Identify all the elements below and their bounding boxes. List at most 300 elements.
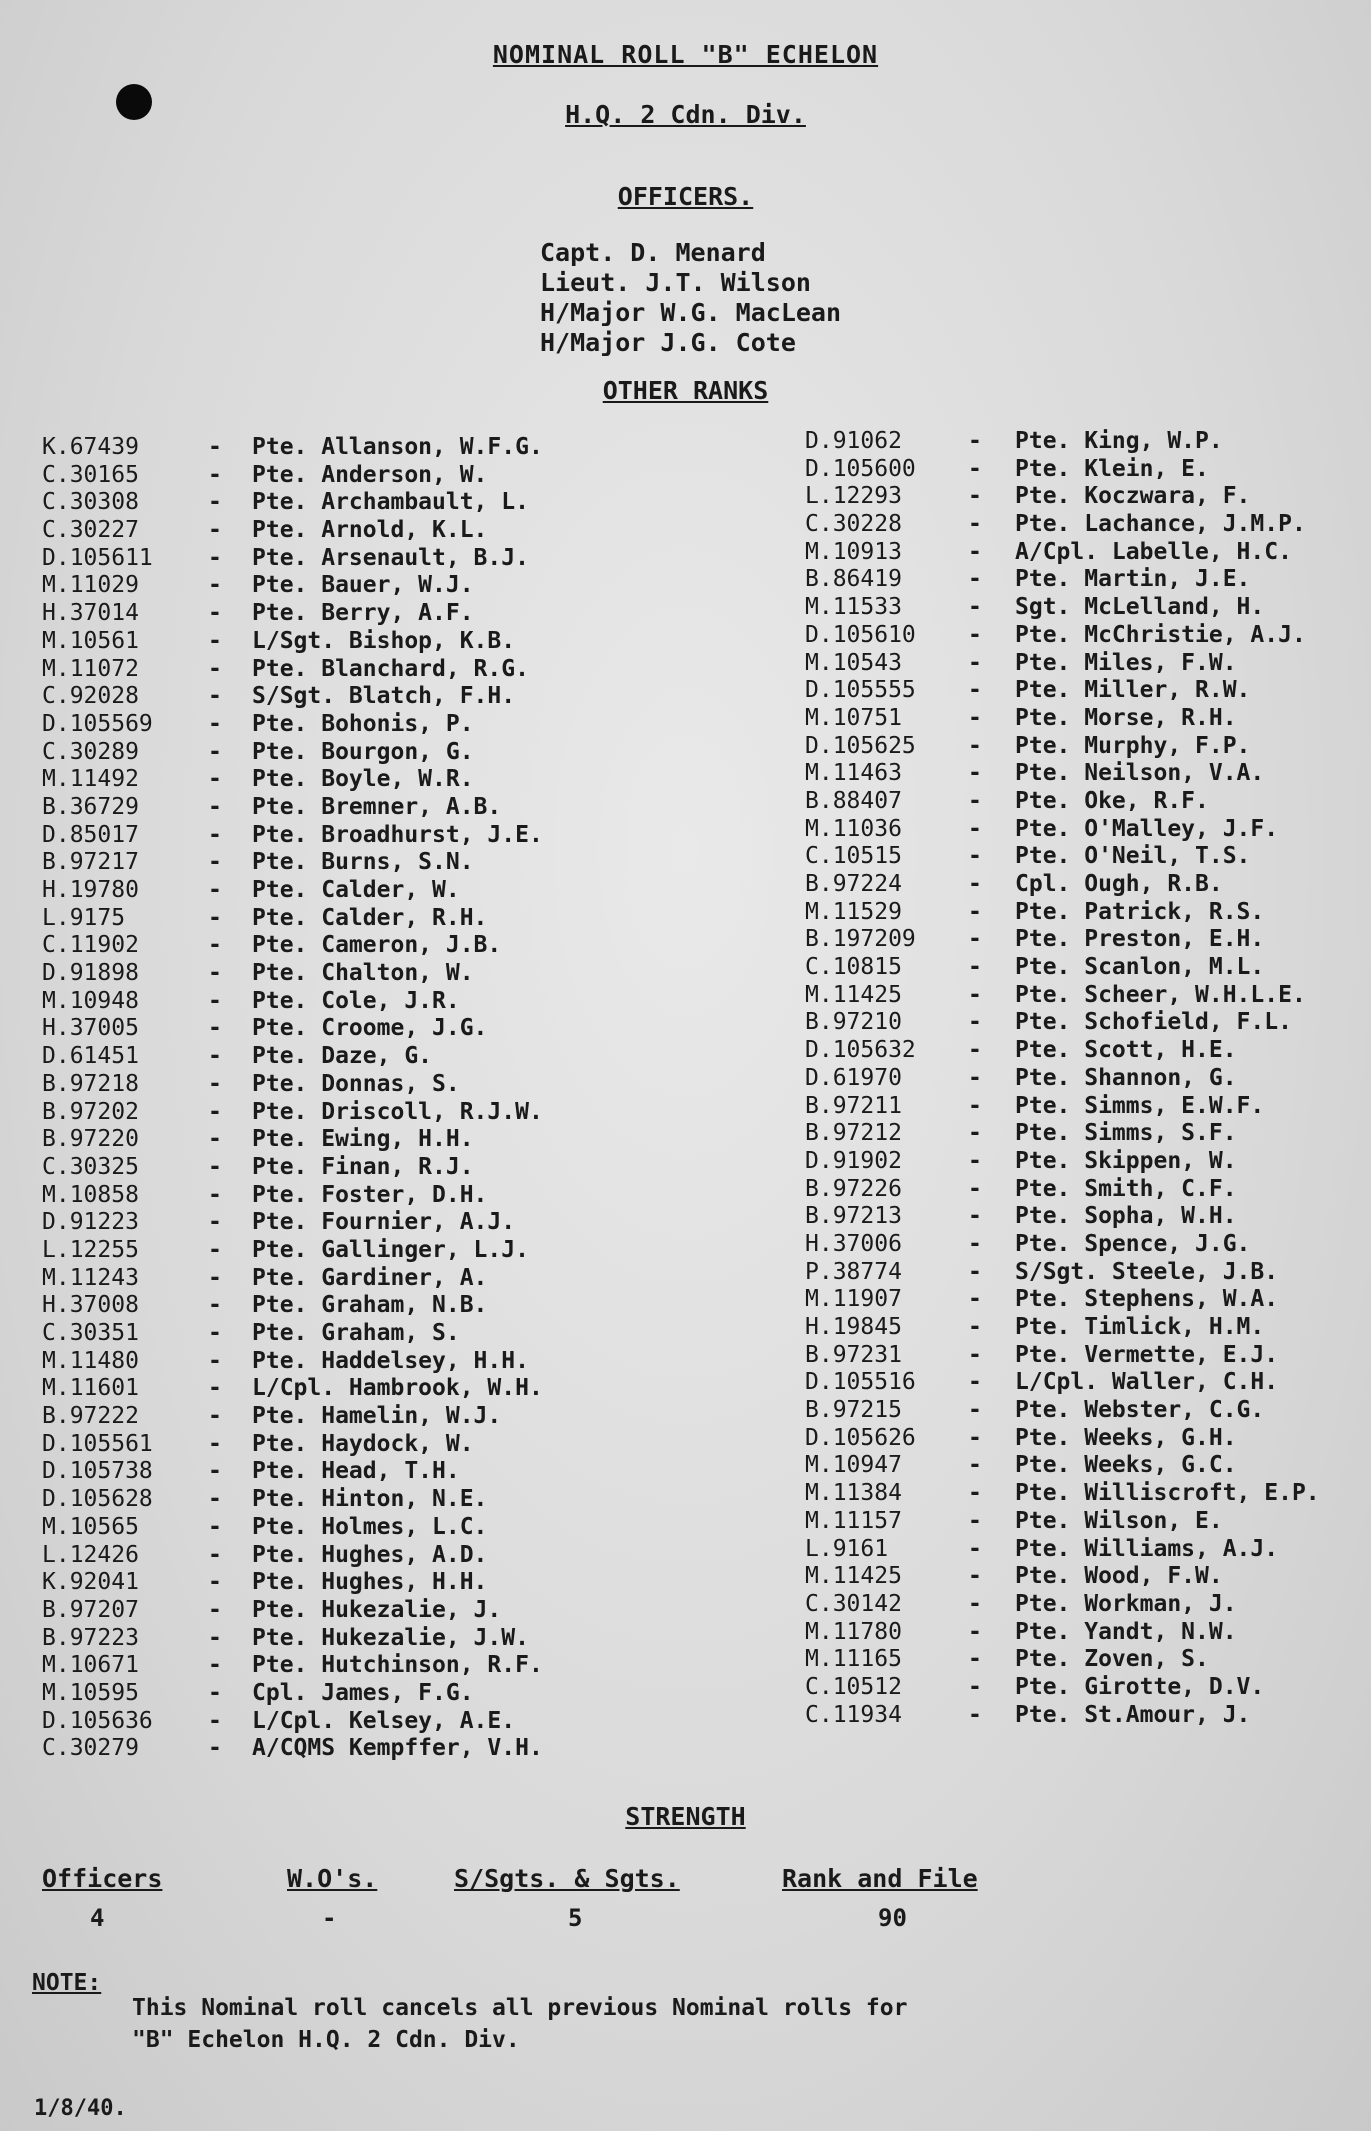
rank-and-name: Pte. Timlick, H.M.	[1015, 1314, 1265, 1340]
rank-and-name: Pte. Miller, R.W.	[1015, 677, 1251, 704]
rank-and-name: Pte. O'Neil, T.S.	[1015, 843, 1251, 870]
entry-dash: -	[208, 1652, 222, 1679]
rank-and-name: Pte. Hughes, H.H.	[252, 1569, 488, 1596]
rank-and-name: Sgt. McLelland, H.	[1015, 594, 1265, 621]
entry-dash: -	[968, 677, 982, 704]
entry-dash: -	[208, 489, 222, 516]
entry-dash: -	[208, 1624, 222, 1651]
strength-wos-value: -	[322, 1904, 337, 1932]
service-number: C.30142	[805, 1590, 902, 1617]
entry-dash: -	[968, 704, 982, 731]
service-number: D.61451	[42, 1043, 139, 1070]
rank-and-name: Pte. Burns, S.N.	[252, 849, 474, 876]
entry-dash: -	[208, 1486, 222, 1513]
service-number: B.197209	[805, 926, 916, 953]
rank-and-name: Pte. Fournier, A.J.	[252, 1209, 516, 1236]
rank-and-name: Pte. Weeks, G.C.	[1015, 1452, 1237, 1479]
service-number: H.19845	[805, 1314, 902, 1340]
entry-dash: -	[208, 821, 222, 848]
document-date: 1/8/40.	[34, 2096, 127, 2121]
service-number: M.11157	[805, 1507, 902, 1534]
entry-dash: -	[968, 1064, 982, 1091]
rank-and-name: Pte. Anderson, W.	[252, 461, 488, 488]
service-number: M.10948	[42, 987, 139, 1014]
service-number: B.97222	[42, 1403, 139, 1430]
note-label: NOTE:	[32, 1970, 102, 1996]
service-number: B.97224	[805, 871, 902, 897]
entry-dash: -	[208, 1541, 222, 1568]
rank-and-name: Pte. Koczwara, F.	[1015, 483, 1251, 510]
rank-and-name: L/Cpl. Waller, C.H.	[1015, 1369, 1279, 1396]
rank-and-name: S/Sgt. Blatch, F.H.	[252, 683, 516, 710]
note-line: "B" Echelon H.Q. 2 Cdn. Div.	[132, 2027, 520, 2053]
entry-dash: -	[208, 1458, 222, 1485]
service-number: M.10947	[805, 1452, 902, 1479]
rank-and-name: Pte. Finan, R.J.	[252, 1153, 474, 1180]
entry-dash: -	[968, 1341, 982, 1368]
service-number: M.10913	[805, 538, 902, 565]
entry-dash: -	[968, 1314, 982, 1340]
service-number: C.30289	[42, 738, 139, 765]
rank-and-name: Pte. Wilson, E.	[1015, 1507, 1223, 1534]
rank-and-name: Pte. Spence, J.G.	[1015, 1230, 1251, 1257]
rank-and-name: Pte. Williscroft, E.P.	[1015, 1480, 1320, 1507]
service-number: C.11902	[42, 932, 139, 959]
rank-and-name: Pte. Gardiner, A.	[252, 1264, 488, 1291]
service-number: D.105632	[805, 1037, 916, 1064]
entry-dash: -	[208, 877, 222, 903]
rank-and-name: Pte. Sopha, W.H.	[1015, 1203, 1237, 1230]
rank-and-name: Pte. Ewing, H.H.	[252, 1126, 474, 1153]
rank-and-name: Pte. Hughes, A.D.	[252, 1541, 488, 1568]
entry-dash: -	[968, 1563, 982, 1590]
rank-and-name: Pte. Haydock, W.	[252, 1430, 474, 1457]
service-number: M.11780	[805, 1618, 902, 1645]
rank-and-name: Pte. Stephens, W.A.	[1015, 1286, 1279, 1313]
service-number: B.97213	[805, 1203, 902, 1230]
service-number: D.105626	[805, 1424, 916, 1451]
entry-dash: -	[208, 738, 222, 765]
service-number: M.10858	[42, 1181, 139, 1208]
entry-dash: -	[208, 1098, 222, 1125]
rank-and-name: Pte. Donnas, S.	[252, 1070, 460, 1097]
entry-dash: -	[968, 1507, 982, 1534]
entry-dash: -	[968, 483, 982, 510]
rank-and-name: Pte. Driscoll, R.J.W.	[252, 1098, 543, 1125]
rank-and-name: Pte. Hamelin, W.J.	[252, 1403, 502, 1430]
service-number: D.105600	[805, 455, 916, 482]
service-number: M.10671	[42, 1652, 139, 1679]
service-number: L.12255	[42, 1236, 139, 1263]
service-number: M.11029	[42, 572, 139, 599]
rank-and-name: Pte. Hukezalie, J.	[252, 1596, 502, 1623]
entry-dash: -	[968, 1424, 982, 1451]
service-number: C.30351	[42, 1320, 139, 1346]
entry-dash: -	[968, 1009, 982, 1036]
service-number: M.11425	[805, 981, 902, 1008]
entry-dash: -	[208, 932, 222, 959]
service-number: C.10512	[805, 1673, 902, 1700]
entry-dash: -	[208, 849, 222, 876]
service-number: B.97212	[805, 1120, 902, 1147]
rank-and-name: Pte. Zoven, S.	[1015, 1646, 1209, 1673]
strength-wos-label: W.O's.	[287, 1864, 378, 1893]
entry-dash: -	[968, 981, 982, 1008]
entry-dash: -	[968, 1147, 982, 1174]
service-number: M.11907	[805, 1286, 902, 1313]
service-number: C.30228	[805, 511, 902, 538]
service-number: L.9175	[42, 904, 126, 931]
entry-dash: -	[208, 544, 222, 571]
officer-entry: H/Major W.G. MacLean	[540, 298, 842, 327]
rank-and-name: Pte. Boyle, W.R.	[252, 766, 474, 793]
rank-and-name: Pte. King, W.P.	[1015, 428, 1223, 454]
service-number: D.85017	[42, 821, 139, 848]
entry-dash: -	[968, 926, 982, 953]
service-number: D.61970	[805, 1064, 902, 1091]
entry-dash: -	[968, 1646, 982, 1673]
entry-dash: -	[208, 1209, 222, 1236]
rank-and-name: Pte. Miles, F.W.	[1015, 649, 1237, 676]
rank-and-name: Pte. Vermette, E.J.	[1015, 1341, 1279, 1368]
rank-and-name: Pte. Preston, E.H.	[1015, 926, 1265, 953]
rank-and-name: Pte. Archambault, L.	[252, 489, 529, 516]
rank-and-name: Pte. Blanchard, R.G.	[252, 655, 529, 682]
rank-and-name: Pte. Haddelsey, H.H.	[252, 1347, 529, 1374]
entry-dash: -	[208, 987, 222, 1014]
rank-and-name: Pte. Scott, H.E.	[1015, 1037, 1237, 1064]
service-number: M.11463	[805, 760, 902, 787]
officers-heading: OFFICERS.	[617, 182, 754, 211]
entry-dash: -	[208, 1153, 222, 1180]
rank-and-name: Pte. Skippen, W.	[1015, 1147, 1237, 1174]
service-number: M.11384	[805, 1480, 902, 1507]
rank-and-name: Pte. Calder, W.	[252, 877, 460, 903]
rank-and-name: Pte. Cole, J.R.	[252, 987, 460, 1014]
strength-rank-file-label: Rank and File	[782, 1864, 978, 1893]
service-number: M.10543	[805, 649, 902, 676]
entry-dash: -	[968, 1286, 982, 1313]
entry-dash: -	[208, 1735, 222, 1762]
entry-dash: -	[208, 1513, 222, 1540]
service-number: D.105569	[42, 710, 153, 737]
entry-dash: -	[968, 1452, 982, 1479]
note-text	[132, 1992, 907, 2056]
rank-and-name: Pte. Arnold, K.L.	[252, 517, 488, 544]
rank-and-name: Pte. Patrick, R.S.	[1015, 898, 1265, 925]
entry-dash: -	[968, 511, 982, 538]
service-number: M.10751	[805, 704, 902, 731]
rank-and-name: Pte. Lachance, J.M.P.	[1015, 511, 1306, 538]
entry-dash: -	[968, 1618, 982, 1645]
service-number: H.19780	[42, 877, 139, 903]
rank-and-name: Pte. Morse, R.H.	[1015, 704, 1237, 731]
rank-and-name: Pte. Webster, C.G.	[1015, 1397, 1265, 1424]
entry-dash: -	[208, 1264, 222, 1291]
rank-and-name: S/Sgt. Steele, J.B.	[1015, 1258, 1279, 1285]
service-number: B.97211	[805, 1092, 902, 1119]
entry-dash: -	[968, 1480, 982, 1507]
service-number: K.92041	[42, 1569, 139, 1596]
entry-dash: -	[208, 1043, 222, 1070]
entry-dash: -	[968, 1258, 982, 1285]
service-number: M.10565	[42, 1513, 139, 1540]
entry-dash: -	[968, 787, 982, 814]
service-number: K.67439	[42, 434, 139, 460]
service-number: B.97231	[805, 1341, 902, 1368]
entry-dash: -	[208, 793, 222, 820]
service-number: M.11425	[805, 1563, 902, 1590]
entry-dash: -	[208, 1707, 222, 1734]
entry-dash: -	[968, 898, 982, 925]
document-subtitle: H.Q. 2 Cdn. Div.	[565, 100, 806, 129]
entry-dash: -	[208, 1375, 222, 1402]
officer-entry: Capt. D. Menard	[540, 238, 766, 267]
rank-and-name: Pte. Holmes, L.C.	[252, 1513, 488, 1540]
entry-dash: -	[208, 1679, 222, 1706]
rank-and-name: Pte. Cameron, J.B.	[252, 932, 502, 959]
entry-dash: -	[208, 1292, 222, 1319]
rank-and-name: Pte. Martin, J.E.	[1015, 566, 1251, 593]
service-number: D.105738	[42, 1458, 153, 1485]
entry-dash: -	[968, 760, 982, 787]
entry-dash: -	[208, 1320, 222, 1346]
service-number: M.11036	[805, 815, 902, 842]
service-number: D.105555	[805, 677, 916, 704]
rank-and-name: Pte. Bauer, W.J.	[252, 572, 474, 599]
rank-and-name: Pte. Arsenault, B.J.	[252, 544, 529, 571]
strength-rank-file-value: 90	[878, 1904, 907, 1932]
service-number: M.11492	[42, 766, 139, 793]
entry-dash: -	[968, 1203, 982, 1230]
service-number: B.97223	[42, 1624, 139, 1651]
service-number: C.30325	[42, 1153, 139, 1180]
rank-and-name: Pte. Hutchinson, R.F.	[252, 1652, 543, 1679]
entry-dash: -	[208, 655, 222, 682]
service-number: H.37014	[42, 600, 139, 627]
rank-and-name: Pte. Smith, C.F.	[1015, 1175, 1237, 1202]
service-number: B.86419	[805, 566, 902, 593]
rank-and-name: Pte. Graham, N.B.	[252, 1292, 488, 1319]
service-number: P.38774	[805, 1258, 902, 1285]
service-number: C.30279	[42, 1735, 139, 1762]
entry-dash: -	[968, 594, 982, 621]
service-number: C.92028	[42, 683, 139, 710]
service-number: B.88407	[805, 787, 902, 814]
service-number: D.105561	[42, 1430, 153, 1457]
service-number: D.105636	[42, 1707, 153, 1734]
entry-dash: -	[208, 434, 222, 460]
service-number: B.97202	[42, 1098, 139, 1125]
officer-entry: Lieut. J.T. Wilson	[540, 268, 811, 297]
service-number: D.105516	[805, 1369, 916, 1396]
rank-and-name: Pte. Yandt, N.W.	[1015, 1618, 1237, 1645]
rank-and-name: Pte. Simms, E.W.F.	[1015, 1092, 1265, 1119]
rank-and-name: Pte. Broadhurst, J.E.	[252, 821, 543, 848]
rank-and-name: Pte. Berry, A.F.	[252, 600, 474, 627]
service-number: B.97210	[805, 1009, 902, 1036]
entry-dash: -	[208, 1070, 222, 1097]
rank-and-name: Pte. St.Amour, J.	[1015, 1701, 1251, 1728]
entry-dash: -	[208, 683, 222, 710]
service-number: M.11072	[42, 655, 139, 682]
entry-dash: -	[208, 517, 222, 544]
entry-dash: -	[208, 766, 222, 793]
strength-officers-label: Officers	[42, 1864, 163, 1893]
officer-entry: H/Major J.G. Cote	[540, 328, 796, 357]
rank-and-name: Pte. Bremner, A.B.	[252, 793, 502, 820]
service-number: D.91062	[805, 428, 902, 454]
entry-dash: -	[208, 1403, 222, 1430]
entry-dash: -	[208, 1181, 222, 1208]
entry-dash: -	[208, 710, 222, 737]
rank-and-name: A/CQMS Kempffer, V.H.	[252, 1735, 543, 1762]
service-number: D.105625	[805, 732, 916, 759]
entry-dash: -	[968, 954, 982, 981]
rank-and-name: Pte. Shannon, G.	[1015, 1064, 1237, 1091]
entry-dash: -	[968, 1673, 982, 1700]
entry-dash: -	[208, 904, 222, 931]
service-number: C.11934	[805, 1701, 902, 1728]
service-number: L.12293	[805, 483, 902, 510]
entry-dash: -	[208, 627, 222, 654]
entry-dash: -	[968, 1092, 982, 1119]
service-number: B.97218	[42, 1070, 139, 1097]
strength-heading: STRENGTH	[625, 1802, 746, 1831]
entry-dash: -	[968, 1175, 982, 1202]
service-number: H.37008	[42, 1292, 139, 1319]
service-number: H.37005	[42, 1015, 139, 1042]
service-number: L.12426	[42, 1541, 139, 1568]
rank-and-name: L/Cpl. Kelsey, A.E.	[252, 1707, 516, 1734]
entry-dash: -	[208, 1015, 222, 1042]
service-number: M.11480	[42, 1347, 139, 1374]
rank-and-name: L/Sgt. Bishop, K.B.	[252, 627, 516, 654]
rank-and-name: Pte. Bohonis, P.	[252, 710, 474, 737]
service-number: M.10561	[42, 627, 139, 654]
rank-and-name: Pte. Hukezalie, J.W.	[252, 1624, 529, 1651]
strength-sgts-value: 5	[568, 1904, 583, 1932]
rank-and-name: Pte. O'Malley, J.F.	[1015, 815, 1279, 842]
service-number: D.105628	[42, 1486, 153, 1513]
service-number: D.105610	[805, 621, 916, 648]
rank-and-name: Pte. Schofield, F.L.	[1015, 1009, 1292, 1036]
entry-dash: -	[968, 1397, 982, 1424]
service-number: M.11165	[805, 1646, 902, 1673]
rank-and-name: Pte. Calder, R.H.	[252, 904, 488, 931]
service-number: B.36729	[42, 793, 139, 820]
service-number: B.97207	[42, 1596, 139, 1623]
rank-and-name: Pte. Williams, A.J.	[1015, 1535, 1279, 1562]
entry-dash: -	[208, 1430, 222, 1457]
strength-officers-value: 4	[90, 1904, 105, 1932]
service-number: C.30308	[42, 489, 139, 516]
service-number: D.91902	[805, 1147, 902, 1174]
entry-dash: -	[968, 455, 982, 482]
rank-and-name: Pte. Allanson, W.F.G.	[252, 434, 543, 460]
rank-and-name: Pte. Klein, E.	[1015, 455, 1209, 482]
strength-sgts-label: S/Sgts. & Sgts.	[454, 1864, 680, 1893]
service-number: B.97217	[42, 849, 139, 876]
rank-and-name: Pte. Scanlon, M.L.	[1015, 954, 1265, 981]
service-number: M.11533	[805, 594, 902, 621]
rank-and-name: Pte. Gallinger, L.J.	[252, 1236, 529, 1263]
service-number: B.97220	[42, 1126, 139, 1153]
service-number: D.91898	[42, 960, 139, 987]
rank-and-name: Cpl. James, F.G.	[252, 1679, 474, 1706]
entry-dash: -	[968, 1701, 982, 1728]
service-number: L.9161	[805, 1535, 889, 1562]
rank-and-name: Pte. McChristie, A.J.	[1015, 621, 1306, 648]
service-number: C.30227	[42, 517, 139, 544]
service-number: H.37006	[805, 1230, 902, 1257]
entry-dash: -	[968, 1037, 982, 1064]
entry-dash: -	[968, 566, 982, 593]
rank-and-name: Cpl. Ough, R.B.	[1015, 871, 1223, 897]
entry-dash: -	[968, 1230, 982, 1257]
entry-dash: -	[208, 600, 222, 627]
rank-and-name: Pte. Wood, F.W.	[1015, 1563, 1223, 1590]
entry-dash: -	[968, 538, 982, 565]
rank-and-name: Pte. Simms, S.F.	[1015, 1120, 1237, 1147]
service-number: C.30165	[42, 461, 139, 488]
entry-dash: -	[208, 1347, 222, 1374]
rank-and-name: Pte. Graham, S.	[252, 1320, 460, 1346]
rank-and-name: Pte. Girotte, D.V.	[1015, 1673, 1265, 1700]
service-number: M.11529	[805, 898, 902, 925]
service-number: C.10515	[805, 843, 902, 870]
rank-and-name: Pte. Weeks, G.H.	[1015, 1424, 1237, 1451]
entry-dash: -	[968, 649, 982, 676]
service-number: M.11243	[42, 1264, 139, 1291]
officers-list	[540, 238, 841, 358]
service-number: M.11601	[42, 1375, 139, 1402]
document-title: NOMINAL ROLL "B" ECHELON	[492, 40, 879, 69]
rank-and-name: Pte. Workman, J.	[1015, 1590, 1237, 1617]
service-number: D.105611	[42, 544, 153, 571]
service-number: B.97226	[805, 1175, 902, 1202]
entry-dash: -	[968, 621, 982, 648]
entry-dash: -	[208, 461, 222, 488]
rank-and-name: Pte. Oke, R.F.	[1015, 787, 1209, 814]
rank-and-name: Pte. Murphy, F.P.	[1015, 732, 1251, 759]
entry-dash: -	[968, 843, 982, 870]
rank-and-name: Pte. Croome, J.G.	[252, 1015, 488, 1042]
entry-dash: -	[208, 1126, 222, 1153]
entry-dash: -	[968, 428, 982, 454]
entry-dash: -	[208, 1569, 222, 1596]
service-number: M.10595	[42, 1679, 139, 1706]
other-ranks-heading: OTHER RANKS	[602, 376, 769, 405]
rank-and-name: Pte. Daze, G.	[252, 1043, 433, 1070]
entry-dash: -	[208, 1236, 222, 1263]
entry-dash: -	[968, 1120, 982, 1147]
entry-dash: -	[208, 572, 222, 599]
service-number: B.97215	[805, 1397, 902, 1424]
rank-and-name: A/Cpl. Labelle, H.C.	[1015, 538, 1292, 565]
rank-and-name: Pte. Head, T.H.	[252, 1458, 460, 1485]
entry-dash: -	[968, 871, 982, 897]
entry-dash: -	[968, 1535, 982, 1562]
rank-and-name: L/Cpl. Hambrook, W.H.	[252, 1375, 543, 1402]
service-number: C.10815	[805, 954, 902, 981]
rank-and-name: Pte. Scheer, W.H.L.E.	[1015, 981, 1306, 1008]
note-line: This Nominal roll cancels all previous Nominal rolls for	[132, 1995, 908, 2021]
entry-dash: -	[208, 1596, 222, 1623]
entry-dash: -	[208, 960, 222, 987]
rank-and-name: Pte. Chalton, W.	[252, 960, 474, 987]
service-number: D.91223	[42, 1209, 139, 1236]
